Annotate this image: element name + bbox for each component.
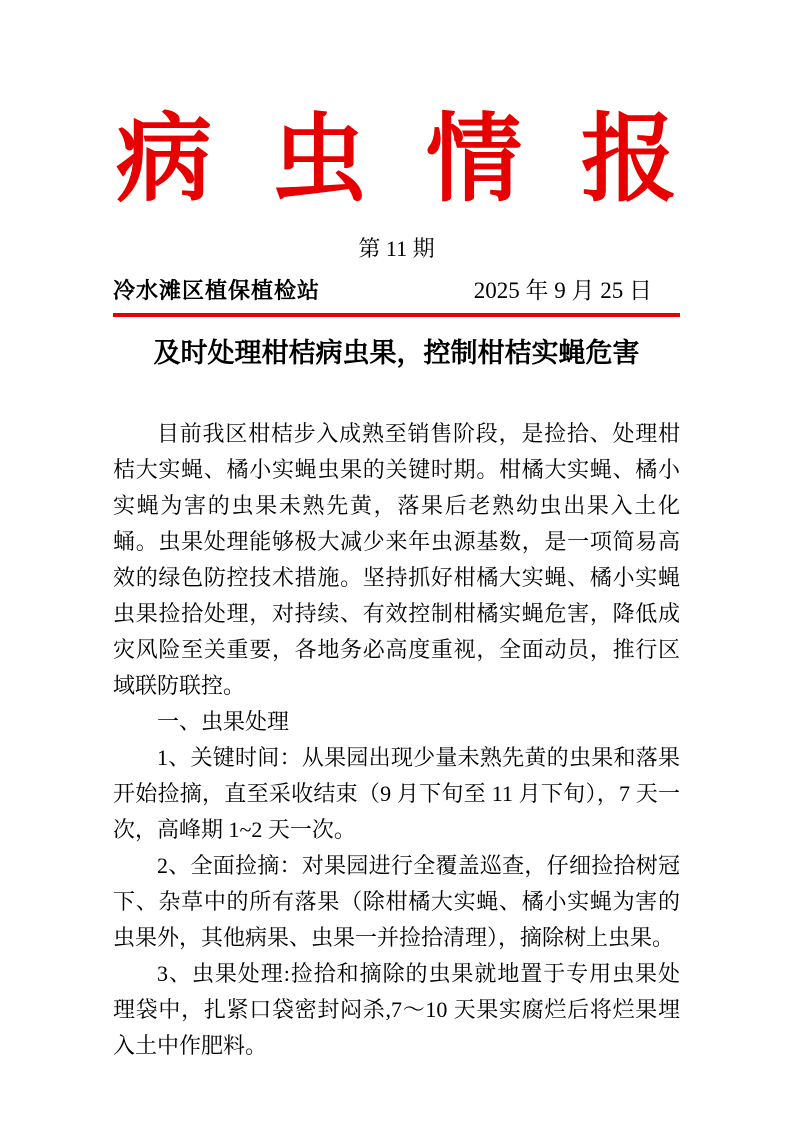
- red-divider: [113, 313, 680, 317]
- issue-number: 第 11 期: [358, 235, 435, 261]
- org-name: 冷水滩区植保植检站: [113, 277, 321, 303]
- masthead-char: 报: [581, 106, 677, 213]
- paragraph-item: 2、全面捡摘：对果园进行全覆盖巡查，仔细捡拾树冠下、杂草中的所有落果（除柑橘大实蝇、橘小实蝇为害的虫果外，其他病果、虫果一并捡拾清理），摘除树上虫果。: [113, 852, 680, 950]
- masthead-char: 情: [426, 106, 522, 213]
- masthead-char: 病: [116, 106, 212, 213]
- masthead-title: [113, 106, 680, 213]
- article-headline: 及时处理柑桔病虫果，控制柑桔实蝇危害: [153, 337, 640, 368]
- masthead-char: 虫: [271, 106, 367, 213]
- report-date: 2025 年 9 月 25 日: [473, 277, 652, 303]
- header-row: [113, 279, 680, 303]
- article-body: [113, 416, 680, 1064]
- paragraph-intro: 目前我区柑桔步入成熟至销售阶段，是捡拾、处理柑桔大实蝇、橘小实蝇虫果的关键时期。柑橘大实蝇、橘小实蝇为害的虫果未熟先黄，落果后老熟幼虫出果入土化蛹。虫果处理能够极大减少来年虫源基数，是一项简易高效的绿色防控技术措施。坚持抓好柑橘大实蝇、橘小实蝇虫果捡拾处理，对持续、有效控制柑橘实蝇危害，降低成灾风险至关重要，各地务必高度重视，全面动员，推行区域联防联控。: [113, 420, 680, 698]
- page-content: [113, 0, 680, 1064]
- paragraph-item: 3、虫果处理:捡拾和摘除的虫果就地置于专用虫果处理袋中，扎紧口袋密封闷杀,7～10 天果实腐烂后将烂果埋入土中作肥料。: [113, 960, 680, 1058]
- paragraph-item: 1、关键时间：从果园出现少量未熟先黄的虫果和落果开始捡摘，直至采收结束（9 月下旬至 11 月下旬），7 天一次，高峰期 1~2 天一次。: [113, 744, 680, 842]
- section-heading: 一、虫果处理: [157, 708, 290, 734]
